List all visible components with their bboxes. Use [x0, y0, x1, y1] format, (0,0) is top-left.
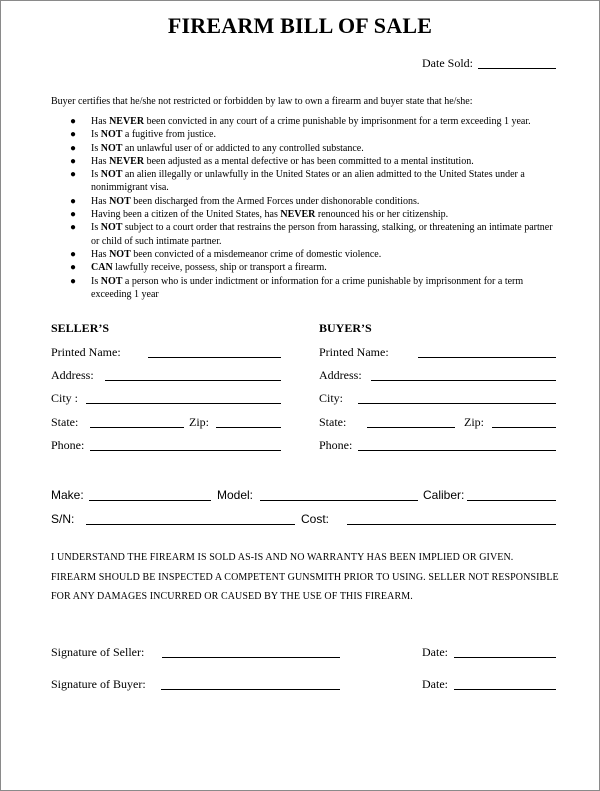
seller-date-field[interactable]: [454, 657, 556, 658]
model-field[interactable]: [260, 500, 418, 501]
seller-zip-label: Zip:: [189, 415, 209, 429]
seller-signature-label: Signature of Seller:: [51, 645, 145, 659]
buyer-city-field[interactable]: [358, 403, 556, 404]
seller-printed-name-label: Printed Name:: [51, 345, 121, 359]
list-item: ● Has NEVER been convicted in any court of a crime punishable by imprisonment for a term exceeding 1 year.: [70, 116, 531, 127]
seller-address-field[interactable]: [105, 380, 281, 381]
bullet-icon: ●: [70, 142, 77, 154]
serial-number-label: S/N:: [51, 512, 75, 526]
buyer-state-label: State:: [319, 415, 347, 429]
date-sold-label: Date Sold:: [422, 56, 473, 70]
seller-state-field[interactable]: [90, 427, 184, 428]
list-item: ● Is NOT a person who is under indictment or information for a crime punishable by imprisonment for a term exceeding 1 year: [70, 275, 524, 300]
seller-phone-field[interactable]: [90, 450, 281, 451]
list-item: ● Is NOT a fugitive from justice.: [70, 129, 216, 141]
buyer-printed-name-label: Printed Name:: [319, 345, 389, 359]
bullet-icon: ●: [70, 169, 77, 181]
make-label: Make:: [51, 488, 84, 502]
bullet-icon: ●: [70, 209, 77, 221]
bullet-icon: ●: [70, 155, 77, 167]
buyer-city-label: City:: [319, 391, 344, 405]
bullet-icon: ●: [70, 222, 77, 234]
buyer-date-label: Date:: [422, 677, 448, 691]
bullet-icon: ●: [70, 129, 77, 141]
buyer-phone-field[interactable]: [358, 450, 556, 451]
cost-field[interactable]: [347, 524, 556, 525]
buyer-zip-label: Zip:: [464, 415, 484, 429]
list-item: ● Is NOT subject to a court order that restrains the person from harassing, stalking, or threatening an intimate partner or child of such intimate partner.: [70, 222, 553, 247]
form-title: FIREARM BILL OF SALE: [167, 13, 433, 38]
buyer-state-field[interactable]: [367, 427, 455, 428]
cost-label: Cost:: [301, 512, 330, 526]
bullet-icon: ●: [70, 275, 77, 287]
seller-address-label: Address:: [51, 368, 94, 382]
make-field[interactable]: [89, 500, 211, 501]
seller-state-label: State:: [51, 415, 79, 429]
buyer-signature-label: Signature of Buyer:: [51, 677, 146, 691]
bullet-icon: ●: [70, 195, 77, 207]
list-item: ● CAN lawfully receive, possess, ship or transport a firearm.: [70, 262, 327, 274]
buyer-phone-label: Phone:: [319, 438, 353, 452]
caliber-field[interactable]: [467, 500, 556, 501]
buyer-date-field[interactable]: [454, 689, 556, 690]
buyer-heading: BUYER’S: [319, 321, 372, 335]
bullet-icon: ●: [70, 248, 77, 260]
serial-number-field[interactable]: [86, 524, 295, 525]
buyer-signature-field[interactable]: [161, 689, 340, 690]
requirements-list: [70, 115, 561, 301]
buyer-zip-field[interactable]: [492, 427, 556, 428]
seller-city-label: City :: [51, 391, 79, 405]
certification-intro: Buyer certifies that he/she not restricted or forbidden by law to own a firearm and buyer state that he/she:: [51, 96, 473, 107]
bullet-icon: ●: [70, 116, 77, 127]
list-item: ● Has NEVER been adjusted as a mental defective or has been committed to a mental institution.: [70, 155, 474, 167]
date-sold-field[interactable]: [478, 68, 556, 69]
caliber-label: Caliber:: [423, 488, 465, 502]
as-is-disclaimer: I UNDERSTAND THE FIREARM IS SOLD AS-IS AND NO WARRANTY HAS BEEN IMPLIED OR GIVEN. FIREARM SHOULD BE INSPECTED A COMPETENT GUNSMITH PRIOR TO USING. SELLER NOT RESPONSIBLE FOR ANY DAMAGES INCURRED OR CAUSED BY THE USE OF THIS FIREARM.: [51, 552, 559, 602]
seller-signature-field[interactable]: [162, 657, 340, 658]
buyer-address-field[interactable]: [371, 380, 556, 381]
model-label: Model:: [217, 488, 254, 502]
list-item: ● Is NOT an alien illegally or unlawfully in the United States or an alien admitted to the United States under a nonimmigrant visa.: [70, 169, 525, 194]
list-item: ● Is NOT an unlawful user of or addicted to any controlled substance.: [70, 142, 364, 154]
buyer-address-label: Address:: [319, 368, 362, 382]
list-item: ● Has NOT been discharged from the Armed Forces under dishonorable conditions.: [70, 195, 420, 207]
buyer-printed-name-field[interactable]: [418, 357, 556, 358]
list-item: ● Having been a citizen of the United States, has NEVER renounced his or her citizenship.: [70, 209, 449, 221]
seller-heading: SELLER’S: [51, 321, 110, 335]
list-item: ● Has NOT been convicted of a misdemeanor crime of domestic violence.: [70, 248, 382, 260]
seller-city-field[interactable]: [86, 403, 281, 404]
bullet-icon: ●: [70, 262, 77, 274]
seller-phone-label: Phone:: [51, 438, 85, 452]
seller-zip-field[interactable]: [216, 427, 281, 428]
seller-printed-name-field[interactable]: [148, 357, 281, 358]
seller-date-label: Date:: [422, 645, 448, 659]
